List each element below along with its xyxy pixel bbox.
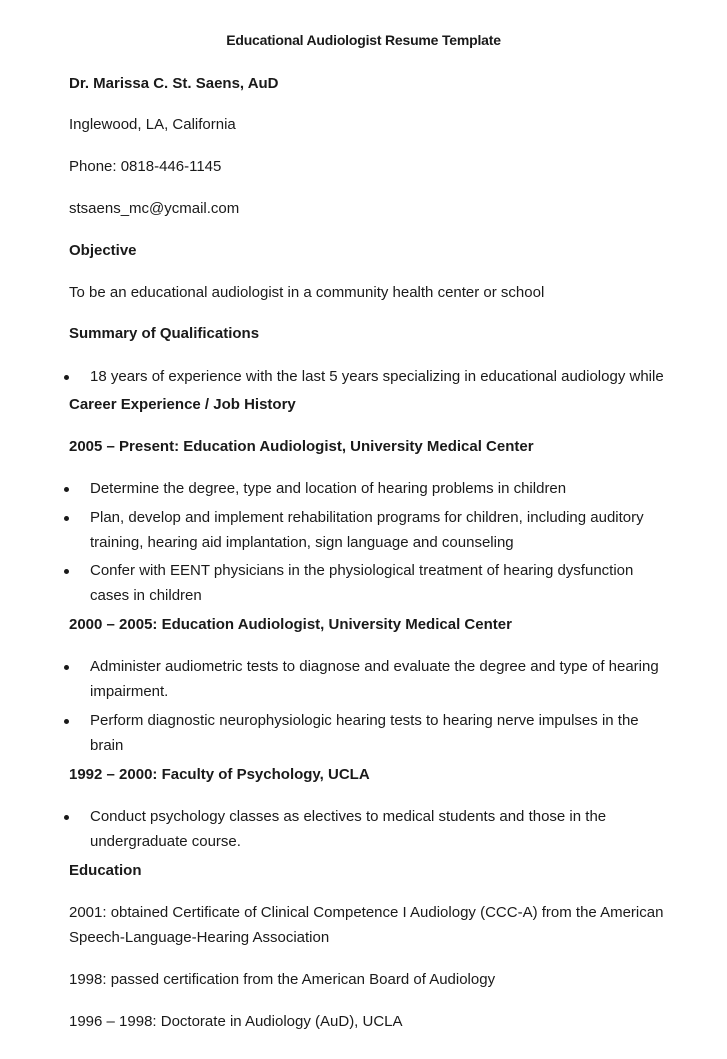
education-heading: Education: [69, 862, 142, 879]
bullet-text-continued: cases in children: [90, 587, 202, 604]
bullet-dot: [64, 815, 69, 820]
phone-line: Phone: 0818-446-1145: [69, 158, 222, 175]
job-title: 2000 – 2005: Education Audiologist, University Medical Center: [69, 616, 512, 633]
document-title: Educational Audiologist Resume Template: [226, 32, 501, 48]
bullet-text: Conduct psychology classes as electives to medical students and those in the: [90, 808, 607, 825]
bullet-text: Confer with EENT physicians in the physiological treatment of hearing dysfunction: [90, 562, 634, 579]
job-title: 1992 – 2000: Faculty of Psychology, UCLA: [69, 766, 370, 783]
bullet-dot: [64, 516, 69, 521]
bullet-text-continued: undergraduate course.: [90, 833, 241, 850]
bullet-dot: [64, 719, 69, 724]
education-entry: 1998: passed certification from the American Board of Audiology: [69, 971, 496, 988]
bullet-text: Perform diagnostic neurophysiologic hearing tests to hearing nerve impulses in the: [90, 712, 639, 729]
education-entry-continued: Speech-Language-Hearing Association: [69, 929, 330, 946]
bullet-text-continued: brain: [90, 737, 124, 754]
candidate-name: Dr. Marissa C. St. Saens, AuD: [69, 75, 279, 92]
bullet-text: 18 years of experience with the last 5 years specializing in educational audiology while: [90, 368, 664, 385]
bullet-dot: [64, 665, 69, 670]
bullet-text-continued: training, hearing aid implantation, sign language and counseling: [90, 534, 514, 551]
career-heading: Career Experience / Job History: [69, 396, 296, 413]
email-line: stsaens_mc@ycmail.com: [69, 200, 240, 217]
address-line: Inglewood, LA, California: [69, 116, 236, 133]
education-entry: 1996 – 1998: Doctorate in Audiology (AuD), UCLA: [69, 1013, 403, 1030]
bullet-text: Determine the degree, type and location of hearing problems in children: [90, 480, 567, 497]
bullet-text: Plan, develop and implement rehabilitation programs for children, including auditory: [90, 509, 644, 526]
bullet-dot: [64, 569, 69, 574]
bullet-dot: [64, 375, 69, 380]
education-entry: 2001: obtained Certificate of Clinical Competence I Audiology (CCC-A) from the American: [69, 904, 664, 921]
objective-heading: Objective: [69, 242, 137, 259]
job-title: 2005 – Present: Education Audiologist, University Medical Center: [69, 438, 534, 455]
bullet-text-continued: impairment.: [90, 683, 169, 700]
summary-heading: Summary of Qualifications: [69, 325, 260, 342]
bullet-dot: [64, 487, 69, 492]
bullet-text: Administer audiometric tests to diagnose and evaluate the degree and type of hearing: [90, 658, 659, 675]
objective-text: To be an educational audiologist in a community health center or school: [69, 284, 545, 301]
